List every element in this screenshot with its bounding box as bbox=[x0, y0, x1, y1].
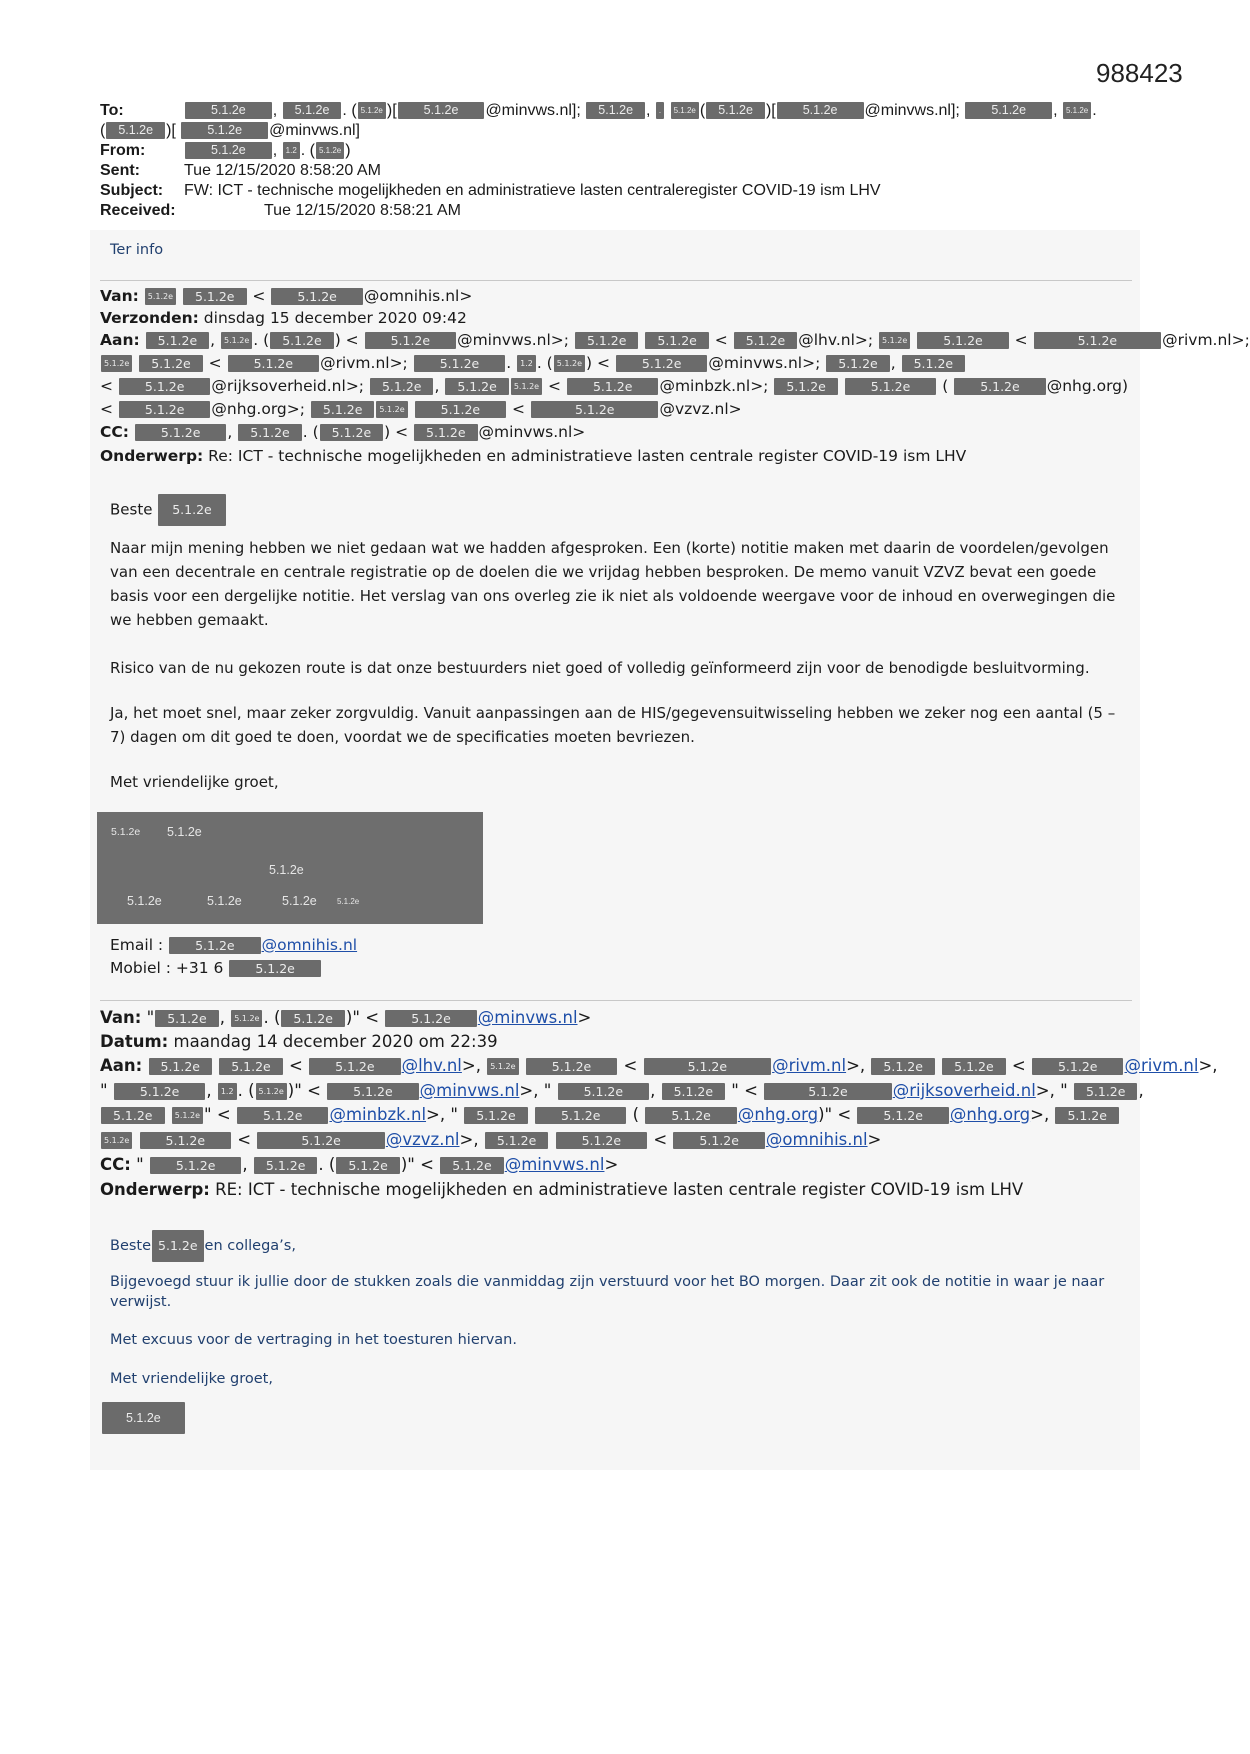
redaction: 5.1.2e bbox=[567, 378, 659, 395]
redaction: 5.1.2e bbox=[556, 1132, 648, 1149]
redaction: 5.1.2e bbox=[185, 142, 272, 159]
email-link[interactable]: @minvws.nl bbox=[504, 1155, 605, 1174]
redaction: 5.1.2e bbox=[257, 1132, 385, 1149]
email-domain: @minvws.nl]; bbox=[864, 102, 960, 119]
redaction: 5.1.2e bbox=[309, 1058, 401, 1075]
redaction-label: 5.1.2e bbox=[127, 894, 162, 908]
redaction: 5.1.2e bbox=[119, 401, 211, 418]
msg2-paragraph-1: Bijgevoegd stuur ik jullie door de stukken zoals die vanmiddag zijn verstuurd voor het BO morgen. Daar zit ook de notitie in waar je naar verwijst. bbox=[110, 1274, 1105, 1310]
redaction-label: 5.1.2e bbox=[282, 894, 317, 908]
subject-label: Subject: bbox=[100, 182, 164, 199]
redaction: 5.1.2e bbox=[526, 1058, 618, 1075]
to-line-1: To: 5.1.2e , 5.1.2e . ( 5.1.2e )[ 5.1.2e @minvws.nl]; 5.1.2e , . 5.1.2e ( 5.1.2e )[ 5.1.2e @minvws.nl]; 5.1.2e , 5.1.2e . bbox=[100, 102, 1097, 119]
redaction: 5.1.2e bbox=[734, 332, 798, 349]
redaction: 5.1.2e bbox=[535, 1107, 627, 1124]
redaction: 5.1.2e bbox=[965, 102, 1052, 119]
signature-redaction-block bbox=[97, 812, 483, 924]
redaction: 5.1.2e bbox=[777, 102, 864, 119]
email-domain: @omnihis.nl> bbox=[363, 287, 473, 305]
redaction: 5.1.2e bbox=[531, 401, 659, 418]
redaction: 5.1.2e bbox=[231, 1010, 262, 1027]
redaction: 5.1.2e bbox=[954, 378, 1046, 395]
cc-label: CC: bbox=[100, 1155, 131, 1174]
redaction: 5.1.2e bbox=[398, 102, 485, 119]
subject-line bbox=[100, 181, 881, 201]
msg1-verzonden-line bbox=[100, 308, 467, 328]
redaction: 5.1.2e bbox=[706, 102, 765, 119]
redaction: 5.1.2e bbox=[281, 1010, 345, 1027]
redaction: 5.1.2e bbox=[150, 1157, 242, 1174]
msg2-signature bbox=[101, 1402, 186, 1434]
msg2-van-line: Van: " 5.1.2e , 5.1.2e . ( 5.1.2e )" < 5.1.2e @minvws.nl> bbox=[100, 1008, 592, 1027]
msg1-paragraph-2: Risico van de nu gekozen route is dat onze bestuurders niet goed of volledig geïnformeerd zijn voor de benodigde besluitvorming. bbox=[110, 659, 1090, 677]
email-link[interactable]: @rivm.nl bbox=[772, 1056, 847, 1075]
redaction: 5.1.2e bbox=[671, 102, 699, 119]
msg2-aan-line-1: Aan: 5.1.2e 5.1.2e < 5.1.2e @lhv.nl>, 5.1.2e 5.1.2e < 5.1.2e @rivm.nl>, 5.1.2e 5.1.2e < 5.1.2e @rivm.nl>, bbox=[100, 1056, 1218, 1075]
datum-value: maandag 14 december 2020 om 22:39 bbox=[173, 1032, 498, 1051]
redaction: 5.1.2e bbox=[140, 1132, 232, 1149]
redaction: 5.1.2e bbox=[645, 332, 709, 349]
msg1-greeting bbox=[110, 494, 227, 526]
email-label: Email : bbox=[110, 936, 164, 954]
redaction: 5.1.2e bbox=[155, 1010, 219, 1027]
redaction: 5.1.2e bbox=[845, 378, 937, 395]
email-domain: @nhg.org) bbox=[1046, 377, 1129, 395]
email-link[interactable]: @lhv.nl bbox=[401, 1056, 462, 1075]
redaction: 5.1.2e bbox=[370, 378, 434, 395]
redaction: 5.1.2e bbox=[152, 1230, 204, 1262]
from-label: From: bbox=[100, 142, 146, 159]
received-value: Tue 12/15/2020 8:58:21 AM bbox=[264, 202, 461, 219]
redaction: 5.1.2e bbox=[764, 1083, 892, 1100]
email-domain: @vzvz.nl> bbox=[659, 400, 742, 418]
van-label: Van: bbox=[100, 1008, 142, 1027]
redaction-label: 5.1.2e bbox=[167, 825, 202, 839]
redaction: 5.1.2e bbox=[106, 122, 165, 139]
email-domain: @lhv.nl>; bbox=[798, 331, 874, 349]
email-link[interactable]: @rijksoverheid.nl bbox=[892, 1081, 1036, 1100]
redaction: 5.1.2e bbox=[119, 378, 211, 395]
msg2-aan-line-2: " 5.1.2e , 1.2 . ( 5.1.2e )" < 5.1.2e @minvws.nl>, " 5.1.2e , 5.1.2e " < 5.1.2e @rijksoverheid.nl>, " 5.1.2e , bbox=[100, 1081, 1144, 1100]
redaction: 5.1.2e bbox=[169, 937, 261, 954]
redaction: 5.1.2e bbox=[942, 1058, 1006, 1075]
redaction: 5.1.2e bbox=[256, 1083, 287, 1100]
redaction: 1.2 bbox=[283, 142, 300, 159]
sent-line bbox=[100, 161, 381, 181]
redaction: 5.1.2e bbox=[644, 1058, 772, 1075]
msg2-aan-line-3: 5.1.2e 5.1.2e " < 5.1.2e @minbzk.nl>, " 5.1.2e 5.1.2e ( 5.1.2e @nhg.org)" < 5.1.2e @nhg.org>, 5.1.2e bbox=[100, 1104, 1120, 1126]
redaction: 5.1.2e bbox=[237, 1107, 329, 1124]
redaction: 5.1.2e bbox=[316, 142, 344, 159]
beste-tail-text: en collega’s, bbox=[204, 1238, 296, 1254]
redaction: 5.1.2e bbox=[283, 102, 342, 119]
msg2-closing: Met vriendelijke groet, bbox=[110, 1371, 273, 1387]
redaction: 5.1.2e bbox=[365, 332, 457, 349]
redaction: 5.1.2e bbox=[385, 1010, 477, 1027]
redaction: 5.1.2e bbox=[575, 332, 639, 349]
redaction: 5.1.2e bbox=[327, 1083, 419, 1100]
redaction: . bbox=[656, 102, 664, 119]
email-link[interactable]: @rivm.nl bbox=[1124, 1056, 1199, 1075]
email-domain: @rivm.nl>; bbox=[1162, 331, 1250, 349]
email-domain: @minvws.nl] bbox=[269, 122, 360, 139]
redaction: 1.2 bbox=[218, 1083, 237, 1100]
redaction: 5.1.2e bbox=[183, 288, 247, 305]
redaction: 5.1.2e bbox=[673, 1132, 765, 1149]
redaction: 5.1.2e bbox=[149, 1058, 213, 1075]
redaction: 5.1.2e bbox=[101, 1132, 132, 1149]
mobiel-label: Mobiel : +31 6 bbox=[110, 959, 224, 977]
redaction: 5.1.2e bbox=[445, 378, 509, 395]
redaction: 5.1.2e bbox=[415, 401, 507, 418]
onderwerp-value: Re: ICT - technische mogelijkheden en administratieve lasten centrale register COVID-19 ism LHV bbox=[208, 447, 967, 465]
redaction: 5.1.2e bbox=[1055, 1107, 1119, 1124]
redaction: 5.1.2e bbox=[857, 1107, 949, 1124]
email-link[interactable]: @minbzk.nl bbox=[329, 1105, 427, 1124]
msg2-greeting bbox=[110, 1230, 296, 1262]
to-line-2: ( 5.1.2e )[ 5.1.2e @minvws.nl] bbox=[100, 122, 360, 139]
msg1-onderwerp-line bbox=[100, 446, 966, 466]
redaction: 5.1.2e bbox=[101, 1107, 165, 1124]
email-domain: @minvws.nl>; bbox=[708, 354, 821, 372]
redaction: 5.1.2e bbox=[1074, 1083, 1138, 1100]
redaction: 5.1.2e bbox=[917, 332, 1009, 349]
sent-value: Tue 12/15/2020 8:58:20 AM bbox=[184, 162, 381, 179]
redaction: 5.1.2e bbox=[485, 1132, 549, 1149]
redaction: 5.1.2e bbox=[440, 1157, 504, 1174]
onderwerp-label: Onderwerp: bbox=[100, 447, 204, 465]
msg2-paragraph-2: Met excuus voor de vertraging in het toesturen hiervan. bbox=[110, 1332, 517, 1348]
redaction: 5.1.2e bbox=[146, 332, 210, 349]
received-line bbox=[100, 201, 461, 221]
document-number: 988423 bbox=[1096, 58, 1183, 88]
email-domain: @minvws.nl]; bbox=[485, 102, 581, 119]
verzonden-value: dinsdag 15 december 2020 09:42 bbox=[203, 309, 467, 327]
redaction: 5.1.2e bbox=[320, 424, 384, 441]
redaction: 5.1.2e bbox=[114, 1083, 206, 1100]
redaction: 5.1.2e bbox=[135, 424, 227, 441]
redaction: 5.1.2e bbox=[145, 288, 176, 305]
redaction: 5.1.2e bbox=[101, 355, 132, 372]
redaction: 5.1.2e bbox=[228, 355, 320, 372]
redaction: 5.1.2e bbox=[185, 102, 272, 119]
redaction: 5.1.2e bbox=[871, 1058, 935, 1075]
msg1-cc-line: CC: 5.1.2e , 5.1.2e . ( 5.1.2e ) < 5.1.2e @minvws.nl> bbox=[100, 423, 586, 441]
redaction: 5.1.2e bbox=[879, 332, 910, 349]
to-label: To: bbox=[100, 102, 124, 119]
beste-text: Beste bbox=[110, 1238, 152, 1254]
separator bbox=[100, 1000, 1132, 1001]
redaction: 5.1.2e bbox=[1032, 1058, 1124, 1075]
separator bbox=[100, 280, 1132, 281]
msg1-aan-line-3: < 5.1.2e @rijksoverheid.nl>; 5.1.2e , 5.1.2e 5.1.2e < 5.1.2e @minbzk.nl>; 5.1.2e 5.1.2e ( 5.1.2e @nhg.org) bbox=[100, 377, 1129, 395]
datum-label: Datum: bbox=[100, 1032, 169, 1051]
email-link[interactable]: @nhg.org bbox=[949, 1105, 1031, 1124]
redaction: 5.1.2e bbox=[102, 1402, 185, 1434]
email-domain: @rivm.nl>; bbox=[320, 354, 408, 372]
aan-label: Aan: bbox=[100, 331, 140, 349]
redaction: 5.1.2e bbox=[229, 960, 321, 977]
van-label: Van: bbox=[100, 287, 139, 305]
msg1-aan-line-2: 5.1.2e 5.1.2e < 5.1.2e @rivm.nl>; 5.1.2e . 1.2 . ( 5.1.2e ) < 5.1.2e @minvws.nl>; 5.1.2e , 5.1.2e bbox=[100, 353, 966, 373]
msg2-onderwerp-line bbox=[100, 1179, 1023, 1201]
msg1-closing: Met vriendelijke groet, bbox=[110, 773, 279, 791]
redaction: 5.1.2e bbox=[414, 355, 506, 372]
from-line: From: 5.1.2e , 1.2 . ( 5.1.2e ) bbox=[100, 142, 351, 159]
email-domain: @nhg.org>; bbox=[211, 400, 305, 418]
email-domain: @minvws.nl> bbox=[478, 423, 586, 441]
redaction: 5.1.2e bbox=[414, 424, 478, 441]
redaction: 5.1.2e bbox=[271, 288, 363, 305]
redaction: 5.1.2e bbox=[254, 1157, 318, 1174]
email-link[interactable]: @minvws.nl bbox=[477, 1008, 578, 1027]
redaction: 5.1.2e bbox=[1063, 102, 1091, 119]
redaction: 5.1.2e bbox=[826, 355, 890, 372]
email-link[interactable]: @omnihis.nl bbox=[261, 936, 358, 954]
redaction-label: 5.1.2e bbox=[337, 897, 360, 906]
msg1-mobiel-line bbox=[110, 957, 322, 979]
email-link[interactable]: @nhg.org bbox=[737, 1105, 819, 1124]
redaction-label: 5.1.2e bbox=[269, 863, 304, 877]
email-link[interactable]: @minvws.nl bbox=[419, 1081, 520, 1100]
redaction: 5.1.2e bbox=[238, 424, 302, 441]
redaction: 5.1.2e bbox=[311, 401, 375, 418]
redaction: 5.1.2e bbox=[511, 378, 542, 395]
redaction: 5.1.2e bbox=[172, 1107, 203, 1124]
redaction: 5.1.2e bbox=[270, 332, 334, 349]
redaction: 5.1.2e bbox=[358, 102, 386, 119]
redaction: 5.1.2e bbox=[662, 1083, 726, 1100]
redaction: 5.1.2e bbox=[221, 332, 252, 349]
email-domain: @minvws.nl>; bbox=[457, 331, 569, 349]
redaction: 5.1.2e bbox=[336, 1157, 400, 1174]
redaction: 5.1.2e bbox=[139, 355, 203, 372]
msg2-aan-line-4: 5.1.2e 5.1.2e < 5.1.2e @vzvz.nl>, 5.1.2e 5.1.2e < 5.1.2e @omnihis.nl> bbox=[100, 1129, 881, 1151]
redaction: 5.1.2e bbox=[645, 1107, 737, 1124]
redaction: 5.1.2e bbox=[376, 401, 407, 418]
msg1-paragraph-1: Naar mijn mening hebben we niet gedaan wat we hadden afgesproken. Een (korte) notitie maken met daarin de voordelen/gevolgen van een decentrale en centrale registratie op de doelen die we vrijdag hebben besproken. De memo vanuit VZVZ bevat een goede basis voor een dergelijke notitie. Het verslag van ons overleg zie ik niet als voldoende weergave voor de inhoud en overwegingen die we hebben gemaakt. bbox=[110, 539, 1116, 629]
redaction: 5.1.2e bbox=[158, 494, 226, 526]
ter-info-text: Ter info bbox=[110, 242, 164, 258]
msg2-datum-line bbox=[100, 1031, 498, 1053]
redaction-label: 5.1.2e bbox=[207, 894, 242, 908]
msg1-paragraph-3: Ja, het moet snel, maar zeker zorgvuldig. Vanuit aanpassingen aan de HIS/gegevensuitwisseling hebben we zeker nog een aantal (5 – 7) dagen om dit goed te doen, voordat we de specificaties moeten bevriezen. bbox=[110, 704, 1116, 746]
redaction: 5.1.2e bbox=[774, 378, 838, 395]
email-link[interactable]: @omnihis.nl bbox=[765, 1130, 868, 1149]
sent-label: Sent: bbox=[100, 162, 140, 179]
email-link[interactable]: @vzvz.nl bbox=[385, 1130, 460, 1149]
redaction: 5.1.2e bbox=[1034, 332, 1162, 349]
redaction: 5.1.2e bbox=[181, 122, 268, 139]
beste-text: Beste bbox=[110, 500, 153, 519]
onderwerp-value: RE: ICT - technische mogelijkheden en administratieve lasten centrale register COVID-19 ism LHV bbox=[215, 1180, 1024, 1199]
redaction: 5.1.2e bbox=[616, 355, 708, 372]
aan-label: Aan: bbox=[100, 1056, 143, 1075]
received-label: Received: bbox=[100, 202, 176, 219]
redaction-label: 5.1.2e bbox=[111, 826, 141, 838]
redaction: 5.1.2e bbox=[464, 1107, 528, 1124]
cc-label: CC: bbox=[100, 423, 129, 441]
email-domain: @rijksoverheid.nl>; bbox=[211, 377, 365, 395]
redaction: 5.1.2e bbox=[219, 1058, 283, 1075]
redaction: 5.1.2e bbox=[902, 355, 966, 372]
msg1-van-line: Van: 5.1.2e 5.1.2e < 5.1.2e @omnihis.nl> bbox=[100, 287, 473, 305]
msg1-aan-line-4: < 5.1.2e @nhg.org>; 5.1.2e 5.1.2e 5.1.2e < 5.1.2e @vzvz.nl> bbox=[100, 400, 742, 418]
redaction: 1.2 bbox=[517, 355, 536, 372]
msg1-email-line bbox=[110, 934, 357, 956]
msg2-cc-line: CC: " 5.1.2e , 5.1.2e . ( 5.1.2e )" < 5.1.2e @minvws.nl> bbox=[100, 1155, 619, 1174]
redaction: 5.1.2e bbox=[487, 1058, 518, 1075]
redaction: 5.1.2e bbox=[554, 355, 585, 372]
subject-value: FW: ICT - technische mogelijkheden en administratieve lasten centraleregister COVID-19 ism LHV bbox=[184, 182, 881, 199]
onderwerp-label: Onderwerp: bbox=[100, 1180, 210, 1199]
redaction: 5.1.2e bbox=[558, 1083, 650, 1100]
verzonden-label: Verzonden: bbox=[100, 309, 199, 327]
redaction: 5.1.2e bbox=[586, 102, 645, 119]
msg1-aan-line-1: Aan: 5.1.2e , 5.1.2e . ( 5.1.2e ) < 5.1.2e @minvws.nl>; 5.1.2e 5.1.2e < 5.1.2e @lhv.nl>; 5.1.2e 5.1.2e < 5.1.2e @rivm.nl>; bbox=[100, 331, 1250, 349]
email-domain: @minbzk.nl>; bbox=[659, 377, 769, 395]
